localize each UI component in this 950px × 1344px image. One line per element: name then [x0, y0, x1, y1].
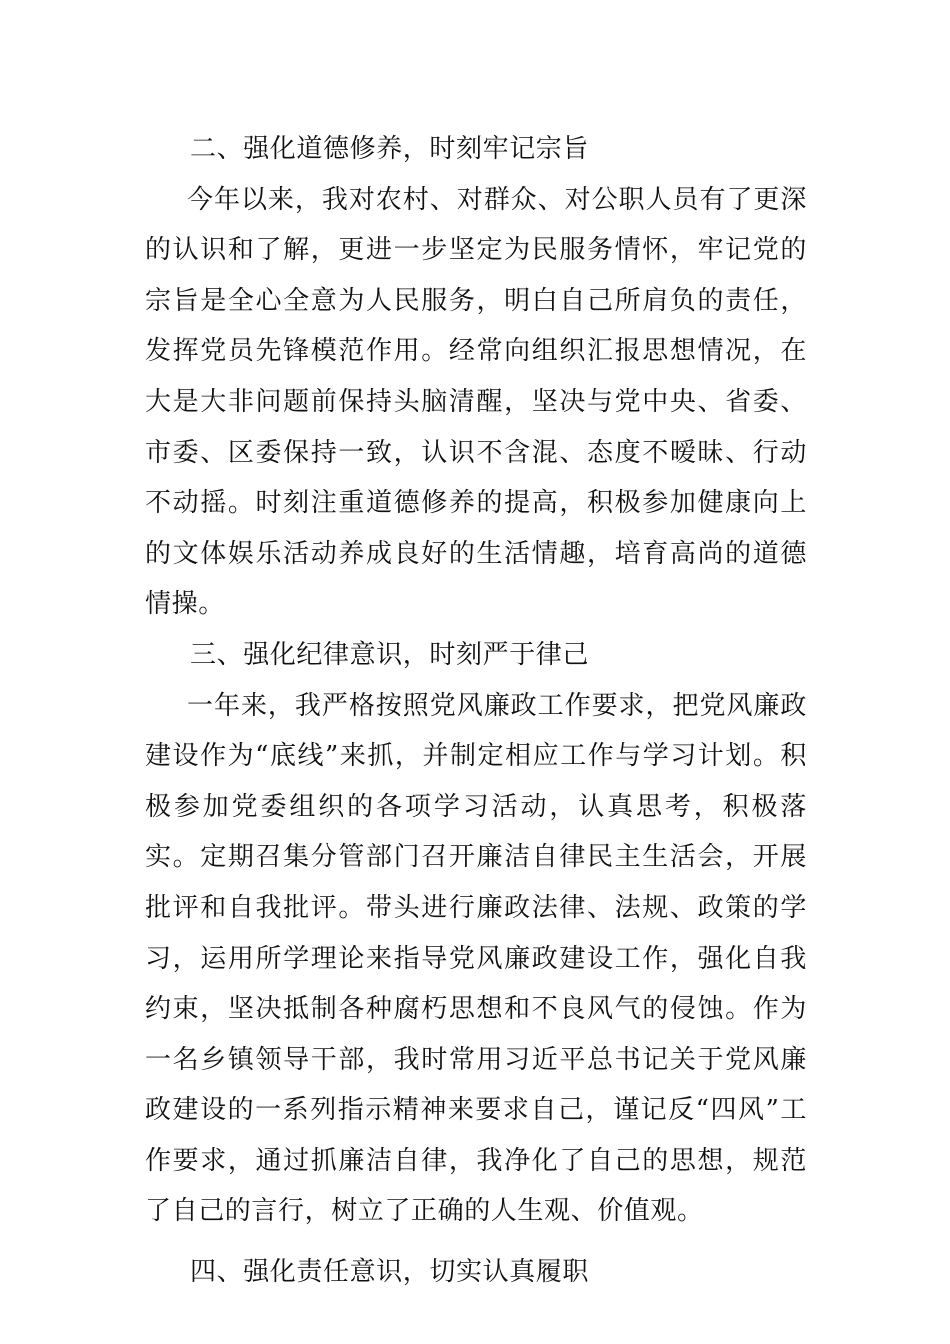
section-paragraph-3: 一年来，我严格按照党风廉政工作要求，把党风廉政建设作为“底线”来抓，并制定相应工作与学习计划。积极参加党委组织的各项学习活动，认真思考，积极落实。定期召集分管部门召开廉洁自律民主生活会，开展批评和自我批评。带头进行廉政法律、法规、政策的学习，运用所学理论来指导党风廉政建设工作，强化自我约束，坚决抵制各种腐朽思想和不良风气的侵蚀。作为一名乡镇领导干部，我时常用习近平总书记关于党风廉政建设的一系列指示精神来要求自己，谨记反“四风”工作要求，通过抓廉洁自律，我净化了自己的思想，规范了自己的言行，树立了正确的人生观、价值观。 — [145, 690, 807, 1227]
section-heading-3: 三、强化纪律意识，时刻严于律己 — [190, 639, 590, 670]
section-paragraph-2: 今年以来，我对农村、对群众、对公职人员有了更深的认识和了解，更进一步坚定为民服务情怀，牢记党的宗旨是全心全意为人民服务，明白自己所肩负的责任，发挥党员先锋模范作用。经常向组织汇报思想情况，在大是大非问题前保持头脑清醒，坚决与党中央、省委、市委、区委保持一致，认识不含混、态度不暧昧、行动不动摇。时刻注重道德修养的提高，积极参加健康向上的文体娱乐活动养成良好的生活情趣，培育高尚的道德情操。 — [145, 184, 807, 620]
section-heading-2: 二、强化道德修养，时刻牢记宗旨 — [190, 134, 590, 164]
section-heading-4: 四、强化责任意识，切实认真履职 — [190, 1257, 590, 1288]
document-body — [145, 124, 807, 1298]
